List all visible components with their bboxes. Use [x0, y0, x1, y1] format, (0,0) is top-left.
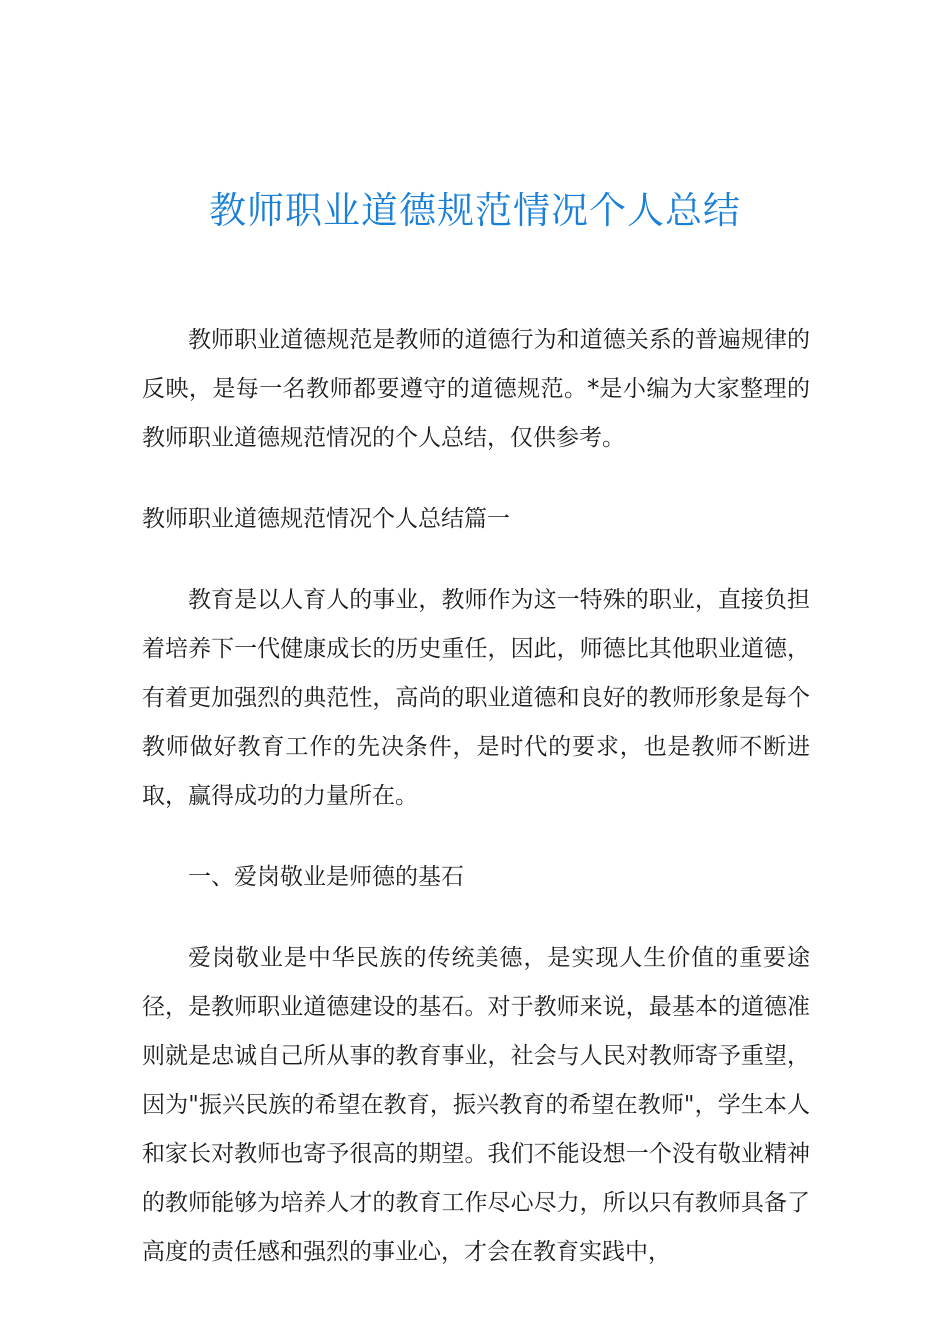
- section-heading: 教师职业道德规范情况个人总结篇一: [142, 506, 510, 532]
- document-title: 教师职业道德规范情况个人总结: [209, 189, 741, 232]
- body-paragraph: 教育是以人育人的事业，教师作为这一特殊的职业，直接负担着培养下一代健康成长的历史重任，因此，师德比其他职业道德，有着更加强烈的典范性，高尚的职业道德和良好的教师形象是每个教师做好教育工作的先决条件，是时代的要求，也是教师不断进取，赢得成功的力量所在。: [142, 587, 810, 809]
- subsection-heading: 一、爱岗敬业是师德的基石: [188, 864, 464, 890]
- intro-paragraph: 教师职业道德规范是教师的道德行为和道德关系的普遍规律的反映，是每一名教师都要遵守的道德规范。*是小编为大家整理的教师职业道德规范情况的个人总结，仅供参考。: [142, 327, 810, 451]
- document-body: [142, 316, 810, 1277]
- body-paragraph: 爱岗敬业是中华民族的传统美德，是实现人生价值的重要途径，是教师职业道德建设的基石。对于教师来说，最基本的道德准则就是忠诚自己所从事的教育事业，社会与人民对教师寄予重望，因为"振兴民族的希望在教育，振兴教育的希望在教师"，学生本人和家长对教师也寄予很高的期望。我们不能设想一个没有敬业精神的教师能够为培养人才的教育工作尽心尽力，所以只有教师具备了高度的责任感和强烈的事业心，才会在教育实践中，: [142, 945, 810, 1265]
